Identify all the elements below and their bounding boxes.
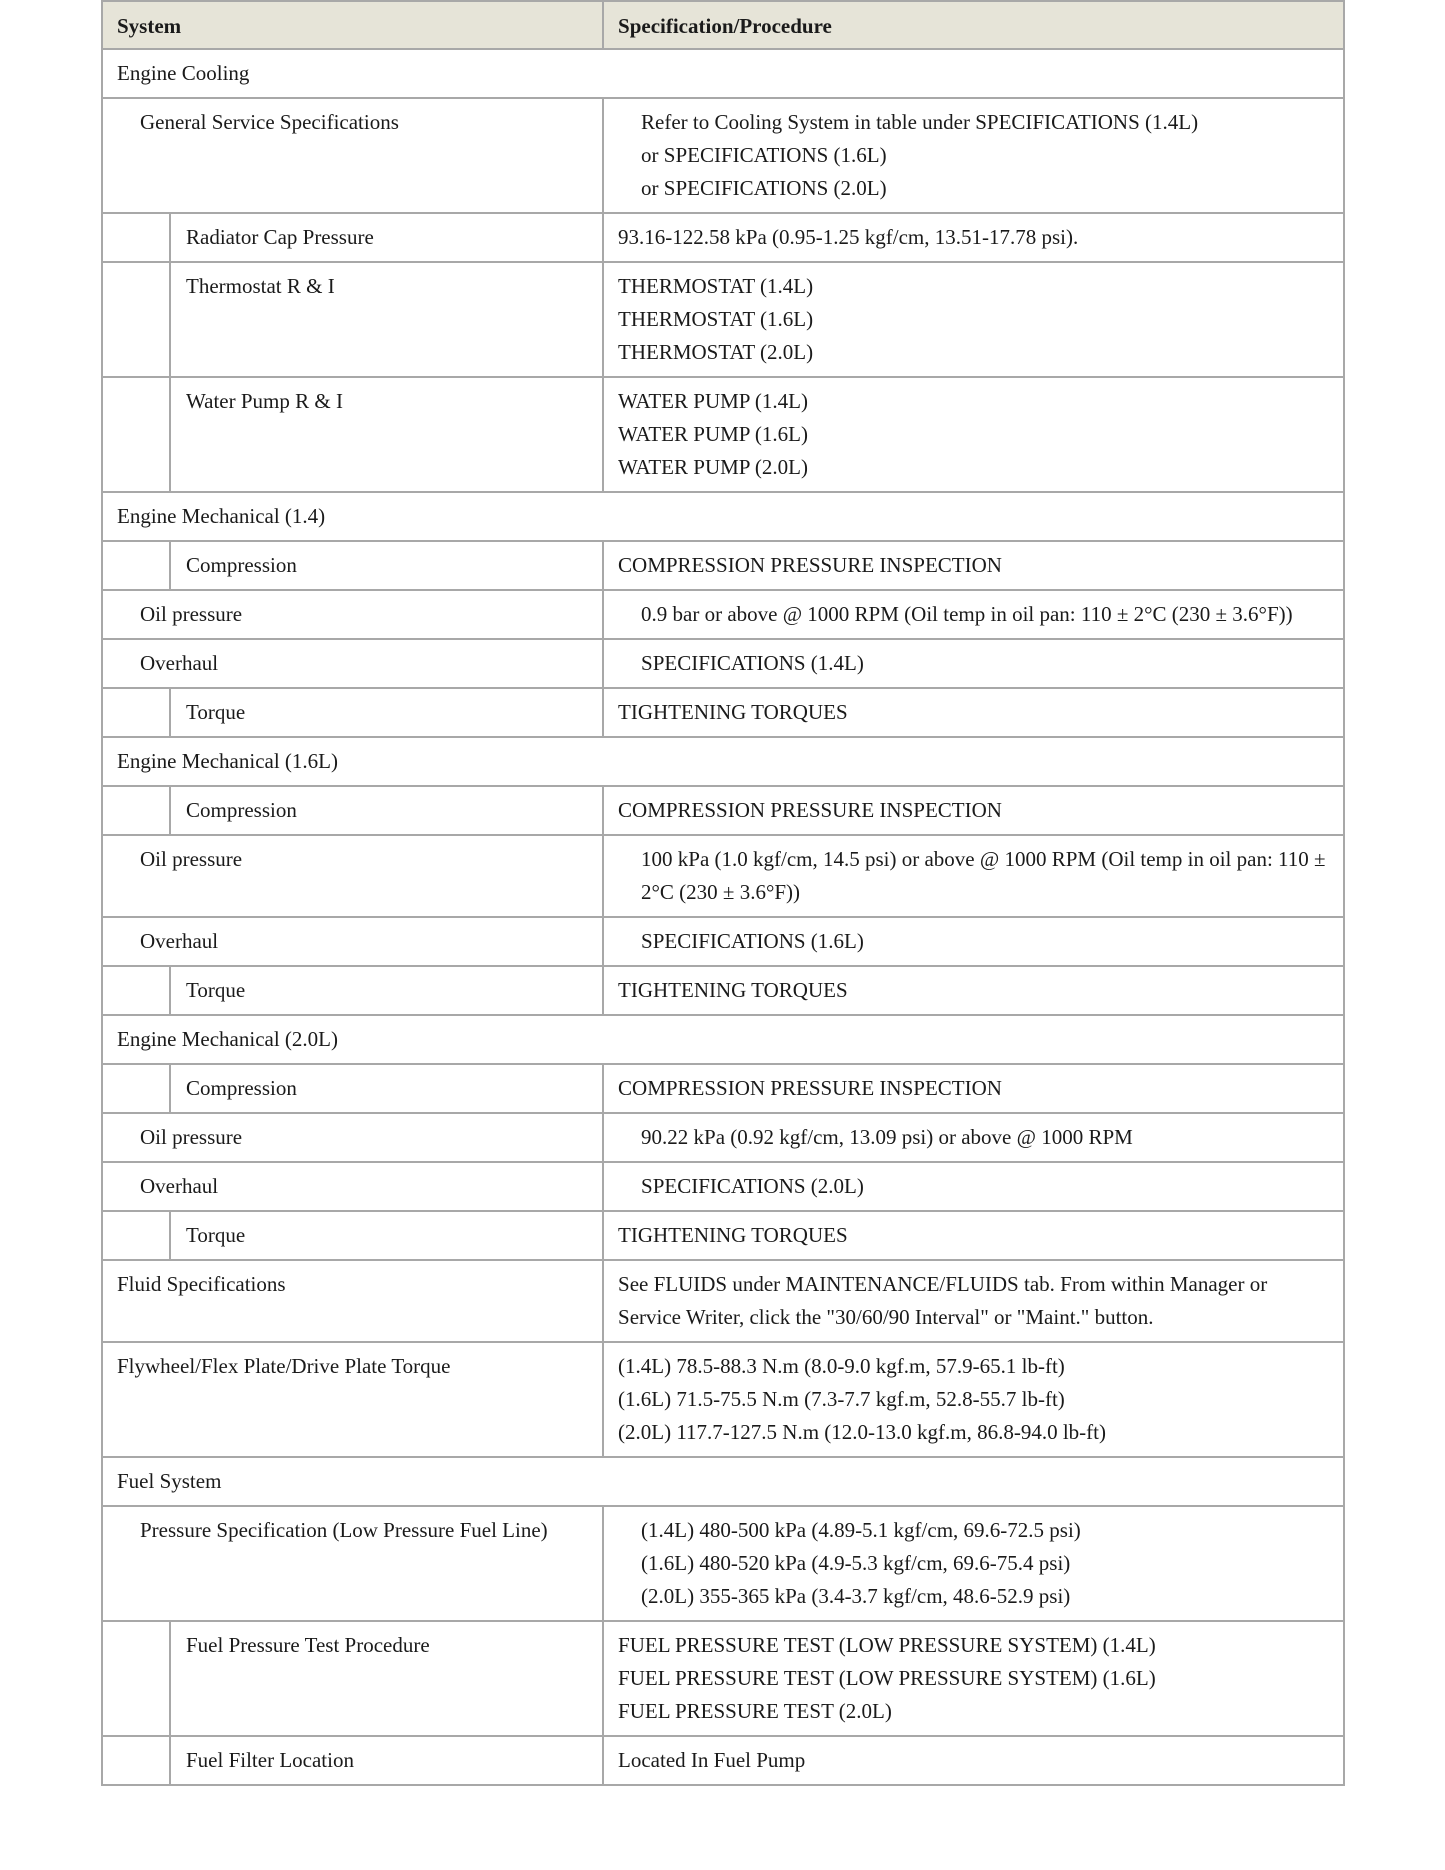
spec-line: (1.6L) 71.5-75.5 N.m (7.3-7.7 kgf.m, 52.8-55.7 lb-ft) [618,1387,1065,1411]
indent-cell [102,1621,170,1736]
system-label: Compression [170,786,603,835]
spec-cell [603,377,1344,492]
system-label: Overhaul [102,639,603,688]
spec-line: Located In Fuel Pump [618,1748,806,1772]
table-row [102,1162,1344,1211]
spec-table-container [101,0,1343,1786]
spec-cell [603,590,1344,639]
spec-line: THERMOSTAT (1.6L) [618,307,814,331]
spec-cell [603,1506,1344,1621]
system-label: Torque [170,966,603,1015]
system-label: Compression [170,1064,603,1113]
spec-line: (2.0L) 117.7-127.5 N.m (12.0-13.0 kgf.m, 86.8-94.0 lb-ft) [618,1420,1106,1444]
system-label: General Service Specifications [102,98,603,213]
spec-line: FUEL PRESSURE TEST (LOW PRESSURE SYSTEM) (1.6L) [618,1666,1156,1690]
spec-line: 100 kPa (1.0 kgf/cm, 14.5 psi) or above @ 1000 RPM (Oil temp in oil pan: 110 ± 2°C (230 ± 3.6°F)) [641,847,1326,904]
section-row [102,1457,1344,1506]
spec-line: or SPECIFICATIONS (1.6L) [641,143,887,167]
spec-line: COMPRESSION PRESSURE INSPECTION [618,798,1002,822]
section-title: Engine Mechanical (1.4) [102,492,1344,541]
table-row [102,262,1344,377]
system-label: Radiator Cap Pressure [170,213,603,262]
table-row [102,835,1344,917]
table-row [102,1621,1344,1736]
spec-cell [603,966,1344,1015]
spec-line: WATER PUMP (2.0L) [618,455,808,479]
system-label: Oil pressure [102,590,603,639]
indent-cell [102,213,170,262]
section-title: Engine Mechanical (1.6L) [102,737,1344,786]
spec-cell [603,1064,1344,1113]
system-label: Torque [170,688,603,737]
table-row [102,1113,1344,1162]
indent-cell [102,1736,170,1785]
spec-line: (1.4L) 480-500 kPa (4.89-5.1 kgf/cm, 69.6-72.5 psi) [641,1518,1081,1542]
spec-cell [603,1211,1344,1260]
spec-cell [603,1736,1344,1785]
system-label: Fuel Pressure Test Procedure [170,1621,603,1736]
spec-cell [603,1113,1344,1162]
system-label: Water Pump R & I [170,377,603,492]
section-title: Engine Cooling [102,49,1344,98]
spec-cell [603,262,1344,377]
system-label: Oil pressure [102,835,603,917]
spec-line: (1.4L) 78.5-88.3 N.m (8.0-9.0 kgf.m, 57.9-65.1 lb-ft) [618,1354,1065,1378]
indent-cell [102,786,170,835]
table-row [102,98,1344,213]
section-title: Fuel System [102,1457,1344,1506]
indent-cell [102,541,170,590]
specifications-table [101,0,1345,1786]
table-row [102,917,1344,966]
spec-line: or SPECIFICATIONS (2.0L) [641,176,887,200]
system-label: Torque [170,1211,603,1260]
spec-line: FUEL PRESSURE TEST (2.0L) [618,1699,892,1723]
spec-line: 0.9 bar or above @ 1000 RPM (Oil temp in oil pan: 110 ± 2°C (230 ± 3.6°F)) [641,602,1293,626]
section-row [102,492,1344,541]
table-row [102,541,1344,590]
table-row [102,966,1344,1015]
system-label: Oil pressure [102,1113,603,1162]
system-label: Fuel Filter Location [170,1736,603,1785]
table-row [102,213,1344,262]
table-row [102,1506,1344,1621]
section-row [102,1015,1344,1064]
section-title: Engine Mechanical (2.0L) [102,1015,1344,1064]
spec-cell [603,98,1344,213]
system-label: Thermostat R & I [170,262,603,377]
header-system: System [102,1,603,49]
spec-cell [603,213,1344,262]
spec-cell [603,835,1344,917]
spec-line: 90.22 kPa (0.92 kgf/cm, 13.09 psi) or above @ 1000 RPM [641,1125,1133,1149]
table-row [102,1260,1344,1342]
spec-cell [603,1342,1344,1457]
spec-line: THERMOSTAT (1.4L) [618,274,814,298]
system-label: Overhaul [102,917,603,966]
table-header-row [102,1,1344,49]
spec-line: TIGHTENING TORQUES [618,700,848,724]
indent-cell [102,1211,170,1260]
header-specification: Specification/Procedure [603,1,1344,49]
section-row [102,737,1344,786]
table-row [102,1736,1344,1785]
spec-line: SPECIFICATIONS (1.4L) [641,651,864,675]
spec-line: COMPRESSION PRESSURE INSPECTION [618,553,1002,577]
spec-line: WATER PUMP (1.4L) [618,389,808,413]
spec-cell [603,1621,1344,1736]
system-label: Overhaul [102,1162,603,1211]
spec-cell [603,917,1344,966]
spec-line: FUEL PRESSURE TEST (LOW PRESSURE SYSTEM) (1.4L) [618,1633,1156,1657]
spec-line: TIGHTENING TORQUES [618,1223,848,1247]
spec-cell [603,541,1344,590]
spec-cell [603,639,1344,688]
spec-line: (2.0L) 355-365 kPa (3.4-3.7 kgf/cm, 48.6-52.9 psi) [641,1584,1071,1608]
indent-cell [102,688,170,737]
spec-line: 93.16-122.58 kPa (0.95-1.25 kgf/cm, 13.51-17.78 psi). [618,225,1079,249]
table-body [102,49,1344,1785]
section-row [102,49,1344,98]
indent-cell [102,377,170,492]
spec-cell [603,786,1344,835]
table-row [102,786,1344,835]
spec-line: TIGHTENING TORQUES [618,978,848,1002]
spec-line: SPECIFICATIONS (1.6L) [641,929,864,953]
indent-cell [102,966,170,1015]
indent-cell [102,262,170,377]
spec-cell [603,1260,1344,1342]
table-row [102,688,1344,737]
spec-line: (1.6L) 480-520 kPa (4.9-5.3 kgf/cm, 69.6-75.4 psi) [641,1551,1071,1575]
spec-line: WATER PUMP (1.6L) [618,422,808,446]
table-row [102,639,1344,688]
spec-line: Refer to Cooling System in table under SPECIFICATIONS (1.4L) [641,110,1199,134]
table-row [102,590,1344,639]
spec-cell [603,1162,1344,1211]
spec-line: COMPRESSION PRESSURE INSPECTION [618,1076,1002,1100]
spec-line: See FLUIDS under MAINTENANCE/FLUIDS tab. From within Manager or Service Writer, click the "30/60/90 Interval" or "Maint." button. [618,1272,1268,1329]
table-row [102,1211,1344,1260]
indent-cell [102,1064,170,1113]
spec-line: SPECIFICATIONS (2.0L) [641,1174,864,1198]
table-row [102,1342,1344,1457]
table-row [102,1064,1344,1113]
spec-line: THERMOSTAT (2.0L) [618,340,814,364]
system-label: Compression [170,541,603,590]
table-row [102,377,1344,492]
system-label: Pressure Specification (Low Pressure Fuel Line) [102,1506,603,1621]
system-label: Fluid Specifications [102,1260,603,1342]
spec-cell [603,688,1344,737]
system-label: Flywheel/Flex Plate/Drive Plate Torque [102,1342,603,1457]
